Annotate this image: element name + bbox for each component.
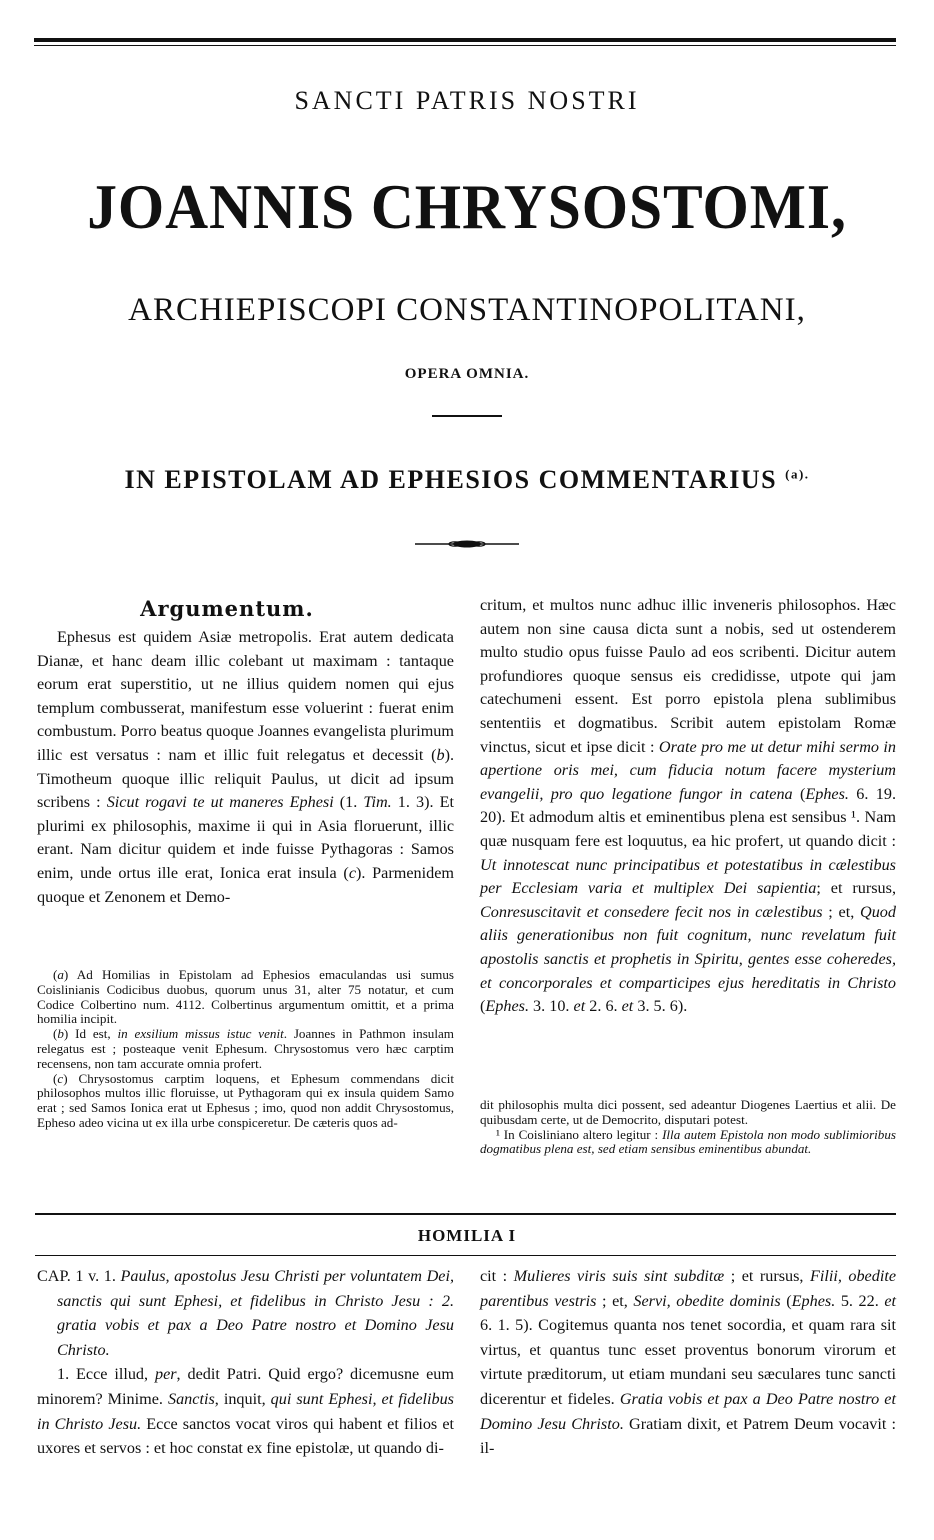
homilia-column-right: cit : Mulieres viris suis sint subditæ ; et rursus, Filii, obedite parentibus vestris ; et, Servi, obedite dominis (Ephes. 5. 22. et 6. 1. 5). Cogitemus quanta nos tenet socordia, et quam rara sit virtus, et quantus tunc esset proventus bonorum virorum et virtute præditorum, ut etiam mundani seu sæculares tunc sancti dicerentur et fideles. Gratia vobis et pax a Deo Patre nostro et Domino Jesu Christo. Gratiam dixit, et Patrem Deum vocavit : il- <box>480 1267 897 1458</box>
section-title-text: IN EPISTOLAM AD EPHESIOS COMMENTARIUS <box>124 465 778 494</box>
section-rule <box>35 1213 896 1215</box>
argumentum-column-right: critum, et multos nunc adhuc illic inveneris philosophos. Hæc autem non sine causa dicta sunt a nobis, sed ut ostenderem multo studio opus fuisse Paulo ad eos scribenti. Dicitur autem profundiores quoque sensus eis credidisse, utpote qui jam catechumeni essent. Est porro epistola plena sublimibus sententiis et dogmatibus. Scribit autem epistolam Romæ vinctus, sicut et ipse dicit : Orate pro me ut detur mihi sermo in apertione oris mei, cum fiducia notum facere mysterium evangelii, pro quo legatione fungor in catena (Ephes. 6. 19. 20). Et admodum altis et eminentibus plena est sensibus ¹. Nam quæ nusquam fere est loquutus, ea hic profert, ut quando dicit : Ut innotescat nunc principatibus et potestatibus in cælestibus per Ecclesiam varia et multiplex Dei sapientia; et rursus, Conresuscitavit et consedere fecit nos in cælestibus ; et, Quod aliis generationibus non fuit cognitum, nunc revelatum fuit apostolis sanctis et prophetis in Spiritu, gentes esse coheredes, et concorporales et comparticipes ejus hereditatis in Christo (Ephes. 3. 10. et 2. 6. et 3. 5. 6). <box>480 596 897 1016</box>
argumentum-column-left: Ephesus est quidem Asiæ metropolis. Erat autem dedicata Dianæ, et hanc deam illic colebant ut maximam : tantaque eorum erat superstitio, ut ne illius quidem nomen qui ejus templum combusserat, manifestum esse voluerint : fuerat enim combustum. Porro beatus quoque Joannes evangelista plurimum illic est versatus : nam et illic fuit relegatus et decessit (b). Timotheum quoque illic reliquit Paulus, ut dicit ad ipsum scribens : Sicut rogavi te ut maneres Ephesi (1. Tim. 1. 3). Et plurimi ex philosophis, maxime ii qui in Asia floruerunt, illic erant. Nam dicitur quidem et inde fuisse Pythagoras : Samos enim, unde ortus ille erat, Ionica erat insula (c). Parmenidem quoque et Zenonem et Demo- <box>37 628 455 906</box>
footnotes-left: (a) Ad Homilias in Epistolam ad Ephesios emaculandas usi sumus Coislinianis Codicibus duobus, quorum unus 31, alter 75 notatur, et cum Codice Colbertino num. 4112. Colbertinus argumentum omittit, et a prima homilia incipit. (b) Id est, in exsilium missus istuc venit. Joannes in Pathmon insulam relegatus est ; posteaque venit Ephesum. Chrysostomus vero hæc carptim recensens, non tam accurate omnia profert. (c) Chrysostomus carptim loquens, et Ephesum commendans dicit philosophos multos illic floruisse, ut Pythagoram qui ex insula quidem Samo erat ; sed Samos Ionica erat ut Ephesus ; imo, quod non addit Chrysostomus, Epheso adeo vicina ut ex illa urbe conspiceretur. De cæteris quos ad- <box>37 967 454 1130</box>
header-line-3: ARCHIEPISCOPI CONSTANTINOPOLITANI, <box>128 292 806 328</box>
argumentum-heading: Argumentum. <box>140 596 314 621</box>
top-double-rule <box>34 38 896 46</box>
homilia-heading: HOMILIA I <box>417 1226 517 1245</box>
section-title <box>0 465 934 495</box>
section-title-mark: (a). <box>785 466 810 482</box>
header-line-1: SANCTI PATRIS NOSTRI <box>294 86 640 115</box>
footnotes-right: dit philosophis multa dici possent, sed adeantur Diogenes Laertius et alii. De quibusdam certe, ut de Democrito, disputari potest. ¹ In Coisliniano altero legitur : Illa autem Epistola non modo sublimioribus dogmatibus plena est, sed etiam sensibus eminentibus abundat. <box>480 1097 897 1157</box>
homilia-column-left: CAP. 1 v. 1. Paulus, apostolus Jesu Christi per voluntatem Dei, sanctis qui sunt Ephesi, et fidelibus in Christo Jesu : 2. gratia vobis et pax a Deo Patre nostro et Domino Jesu Christo. 1. Ecce illud, per, dedit Patri. Quid ergo? dicemusne eum minorem? Minime. Sanctis, inquit, qui sunt Ephesi, et fidelibus in Christo Jesu. Ecce sanctos vocat viros qui habent et filios et uxores et servos : et hoc constat ex fine epistolæ, ut quando di- <box>37 1267 455 1458</box>
ornament-divider <box>415 539 519 549</box>
short-rule <box>432 415 502 417</box>
header-line-4: OPERA OMNIA. <box>404 366 530 382</box>
header-title: JOANNIS CHRYSOSTOMI, <box>87 171 847 242</box>
homilia-rule <box>35 1255 896 1256</box>
